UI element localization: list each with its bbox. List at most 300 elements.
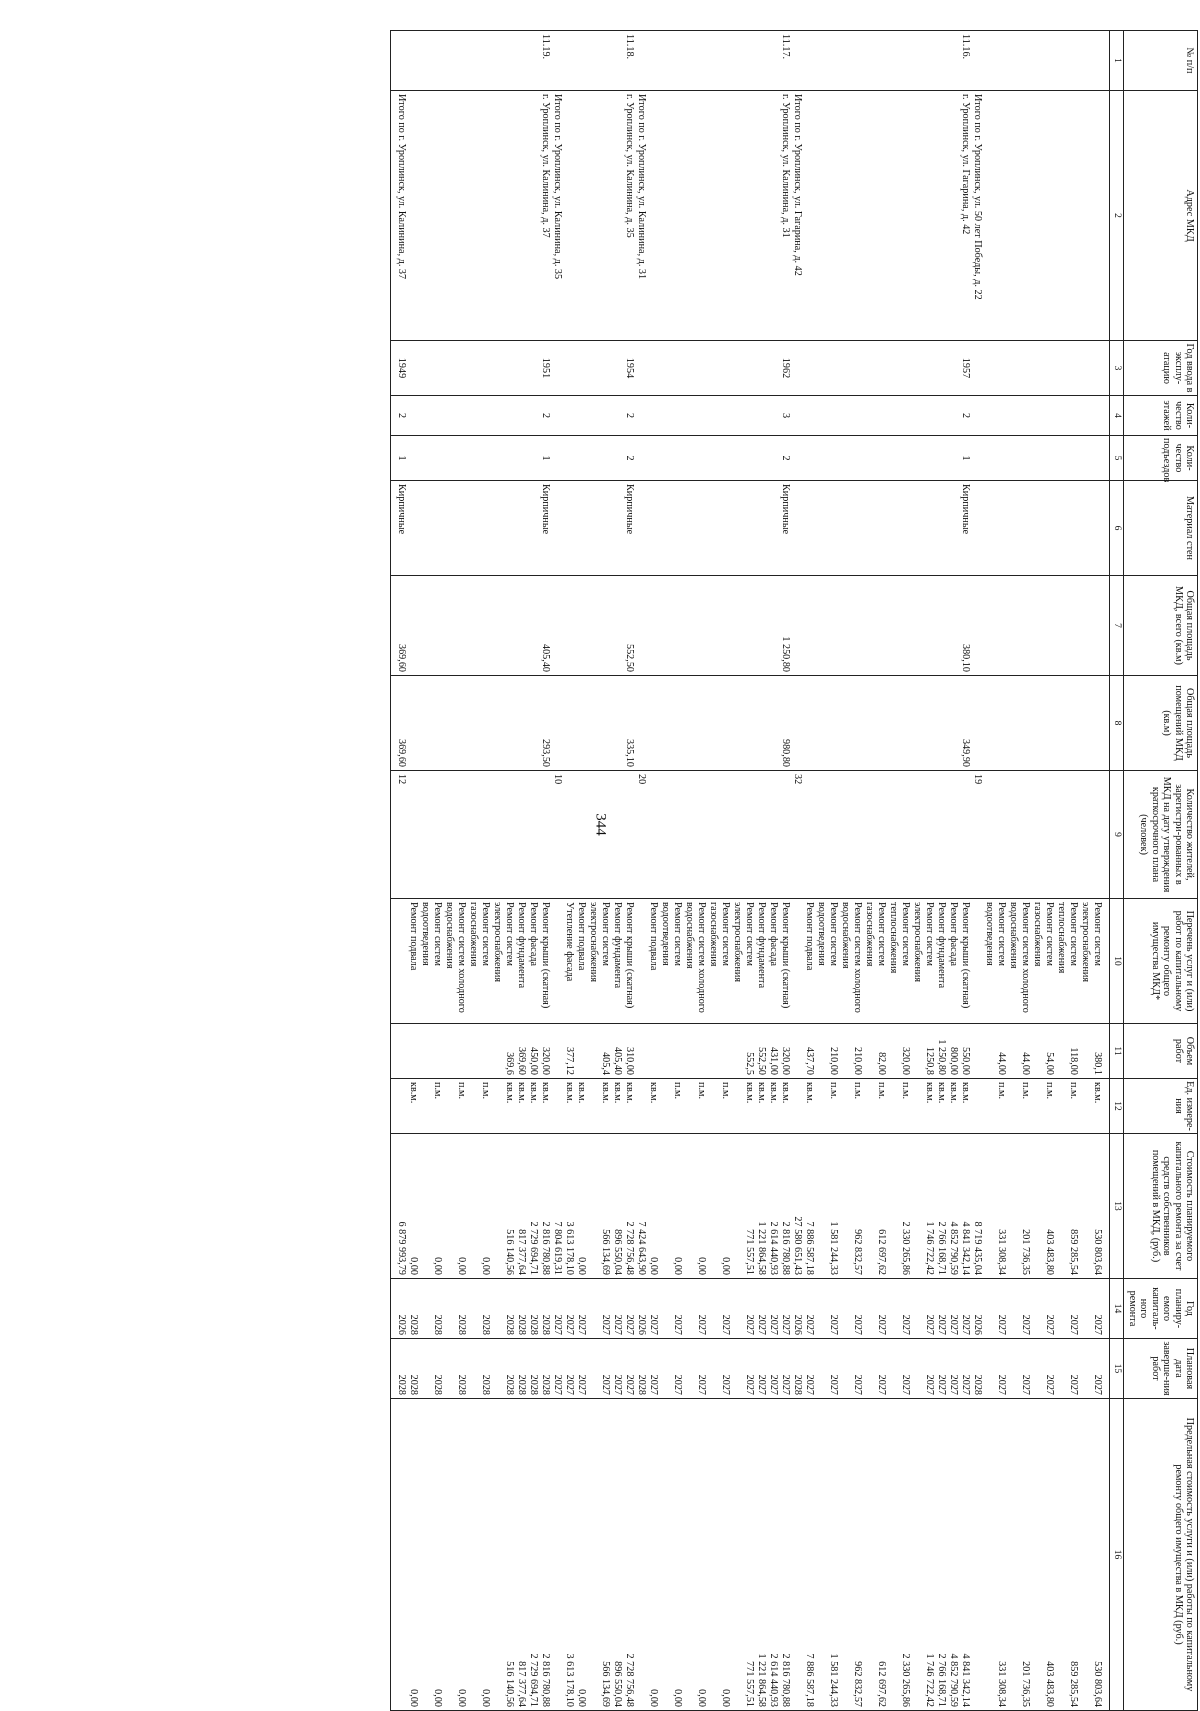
table-row: [515, 31, 527, 1711]
table-cell: [1031, 481, 1043, 576]
table-cell: [695, 481, 707, 576]
table-cell: [479, 481, 491, 576]
table-row: [791, 31, 803, 1711]
table-cell: [443, 341, 455, 396]
table-cell: [659, 481, 671, 576]
table-cell: 11.17.: [779, 31, 791, 91]
table-row: [575, 31, 587, 1711]
table-cell: [575, 436, 587, 481]
table-cell: [827, 436, 839, 481]
table-cell: [551, 436, 563, 481]
table-cell: [563, 31, 575, 91]
table-cell: Ремонт систем: [995, 899, 1007, 1024]
table-row: [815, 31, 827, 1711]
table-cell: [1091, 771, 1103, 899]
table-cell: [803, 31, 815, 91]
table-cell: 201 736,35: [1019, 1134, 1031, 1279]
table-cell: [815, 436, 827, 481]
table-cell: [911, 771, 923, 899]
table-cell: Ремонт систем холодного: [455, 899, 467, 1024]
table-cell: кв.м.: [575, 1079, 587, 1134]
table-cell: [1043, 91, 1055, 341]
column-header: Общая площадь помещений МКД (кв.м): [1124, 676, 1198, 771]
table-cell: [455, 396, 467, 436]
table-cell: 2 330 265,86: [899, 1399, 911, 1711]
table-cell: [1007, 91, 1019, 341]
table-cell: [719, 771, 731, 899]
table-cell: 2: [623, 436, 635, 481]
table-cell: [767, 31, 779, 91]
table-cell: [455, 676, 467, 771]
table-cell: [1031, 1079, 1043, 1134]
table-cell: [1007, 1339, 1019, 1399]
table-cell: [599, 436, 611, 481]
table-cell: [731, 436, 743, 481]
table-cell: [1079, 341, 1091, 396]
table-cell: водоотведения: [659, 899, 671, 1024]
table-cell: [731, 1399, 743, 1711]
table-cell: [755, 576, 767, 676]
table-cell: 2027: [647, 1279, 659, 1339]
table-cell: 896 550,04: [611, 1134, 623, 1279]
table-cell: [407, 676, 419, 771]
table-cell: Ремонт систем: [827, 899, 839, 1024]
table-cell: [419, 771, 431, 899]
table-cell: [827, 576, 839, 676]
table-cell: 377,12: [563, 1024, 575, 1079]
table-cell: [683, 1134, 695, 1279]
table-cell: [515, 341, 527, 396]
column-number: 7: [1110, 576, 1124, 676]
table-cell: кв.м.: [503, 1079, 515, 1134]
table-cell: [695, 341, 707, 396]
table-cell: 2027: [575, 1339, 587, 1399]
table-cell: 3 613 178,10: [563, 1134, 575, 1279]
table-cell: [683, 1339, 695, 1399]
table-cell: 0,00: [671, 1134, 683, 1279]
table-cell: Итого по г. Уроплинск, ул. Гагарина, д. 42: [791, 91, 803, 341]
table-cell: [671, 31, 683, 91]
table-cell: [443, 1079, 455, 1134]
table-cell: [863, 1024, 875, 1079]
table-cell: [923, 436, 935, 481]
column-number: 8: [1110, 676, 1124, 771]
table-cell: [743, 481, 755, 576]
table-cell: [515, 396, 527, 436]
header-row: [1124, 31, 1198, 1711]
table-cell: [995, 396, 1007, 436]
column-number: 1: [1110, 31, 1124, 91]
table-cell: 2027: [947, 1339, 959, 1399]
table-cell: Ремонт крыши (скатная): [959, 899, 971, 1024]
table-cell: [839, 771, 851, 899]
table-cell: [935, 481, 947, 576]
table-cell: [683, 31, 695, 91]
table-cell: [899, 31, 911, 91]
table-cell: [431, 436, 443, 481]
table-cell: кв.м.: [743, 1079, 755, 1134]
table-cell: [743, 771, 755, 899]
table-cell: [851, 436, 863, 481]
table-cell: [707, 481, 719, 576]
table-cell: [587, 771, 599, 899]
table-row: [959, 31, 971, 1711]
table-cell: [791, 676, 803, 771]
column-number: 3: [1110, 341, 1124, 396]
table-cell: [947, 481, 959, 576]
table-cell: 2028: [539, 1339, 551, 1399]
table-cell: [875, 436, 887, 481]
table-cell: [983, 481, 995, 576]
table-row: [923, 31, 935, 1711]
table-cell: [767, 91, 779, 341]
table-cell: 2026: [635, 1279, 647, 1339]
table-cell: 2: [779, 436, 791, 481]
table-row: [743, 31, 755, 1711]
table-cell: [815, 1134, 827, 1279]
table-cell: [731, 676, 743, 771]
table-cell: [935, 91, 947, 341]
table-cell: 210,00: [851, 1024, 863, 1079]
table-cell: [455, 481, 467, 576]
table-cell: [815, 31, 827, 91]
table-cell: [791, 31, 803, 91]
table-cell: [1019, 676, 1031, 771]
table-cell: [515, 676, 527, 771]
table-cell: [851, 91, 863, 341]
table-cell: Ремонт систем: [923, 899, 935, 1024]
table-cell: [587, 481, 599, 576]
table-cell: [923, 396, 935, 436]
table-cell: [731, 31, 743, 91]
table-row: [707, 31, 719, 1711]
table-cell: 335,10: [623, 676, 635, 771]
table-cell: 2 816 780,88: [539, 1134, 551, 1279]
table-cell: 450,00: [527, 1024, 539, 1079]
table-cell: [1019, 771, 1031, 899]
table-cell: [995, 771, 1007, 899]
table-cell: [575, 676, 587, 771]
table-cell: [611, 396, 623, 436]
table-cell: [983, 396, 995, 436]
column-header: Год ввода в эксплу-атацию: [1124, 341, 1198, 396]
table-cell: 6 879 993,79: [395, 1134, 407, 1279]
table-cell: 2 816 780,88: [779, 1399, 791, 1711]
table-cell: [815, 1339, 827, 1399]
table-cell: [491, 1339, 503, 1399]
table-row: [563, 31, 575, 1711]
table-cell: [803, 676, 815, 771]
table-cell: [887, 341, 899, 396]
table-cell: [563, 576, 575, 676]
table-cell: [419, 1399, 431, 1711]
table-cell: [947, 396, 959, 436]
table-cell: 2028: [407, 1339, 419, 1399]
table-cell: 1250,8: [923, 1024, 935, 1079]
table-cell: [419, 1339, 431, 1399]
table-cell: [863, 91, 875, 341]
table-cell: [1079, 1339, 1091, 1399]
table-cell: водоотведения: [983, 899, 995, 1024]
table-cell: [827, 341, 839, 396]
table-cell: [971, 676, 983, 771]
table-cell: 2 728 756,48: [623, 1399, 635, 1711]
table-cell: 817 377,64: [515, 1134, 527, 1279]
table-cell: [851, 341, 863, 396]
table-cell: кв.м.: [947, 1079, 959, 1134]
table-cell: кв.м.: [1091, 1079, 1103, 1134]
table-cell: 516 140,56: [503, 1134, 515, 1279]
table-cell: [1019, 481, 1031, 576]
table-cell: [635, 1024, 647, 1079]
table-cell: [563, 771, 575, 899]
table-cell: [827, 771, 839, 899]
table-cell: 2027: [611, 1339, 623, 1399]
table-cell: 201 736,35: [1019, 1399, 1031, 1711]
table-cell: [443, 1339, 455, 1399]
table-cell: [1019, 31, 1031, 91]
table-cell: [455, 91, 467, 341]
table-cell: 2027: [623, 1279, 635, 1339]
table-cell: 4 852 790,59: [947, 1134, 959, 1279]
table-cell: 2027: [995, 1339, 1007, 1399]
table-row: [419, 31, 431, 1711]
table-cell: 405,40: [539, 576, 551, 676]
table-cell: [767, 481, 779, 576]
table-cell: [479, 31, 491, 91]
table-cell: 331 308,34: [995, 1134, 1007, 1279]
table-cell: [1067, 31, 1079, 91]
table-cell: [995, 31, 1007, 91]
table-row: [851, 31, 863, 1711]
table-cell: [683, 341, 695, 396]
table-cell: 2028: [479, 1279, 491, 1339]
table-cell: 320,00: [779, 1024, 791, 1079]
table-cell: [443, 676, 455, 771]
table-cell: [839, 1134, 851, 1279]
table-cell: [503, 771, 515, 899]
table-cell: [659, 341, 671, 396]
table-cell: 2027: [959, 1339, 971, 1399]
table-cell: [563, 91, 575, 341]
table-cell: 2028: [503, 1279, 515, 1339]
table-cell: [815, 1024, 827, 1079]
table-cell: [1091, 91, 1103, 341]
table-cell: [467, 676, 479, 771]
table-cell: 817 377,64: [515, 1399, 527, 1711]
table-cell: 2027: [647, 1339, 659, 1399]
column-number-row: [1110, 31, 1124, 1711]
table-cell: водоснабжения: [1007, 899, 1019, 1024]
table-cell: [1067, 576, 1079, 676]
table-cell: [803, 396, 815, 436]
table-cell: [875, 31, 887, 91]
table-cell: [683, 396, 695, 436]
table-cell: 437,70: [803, 1024, 815, 1079]
table-cell: [659, 676, 671, 771]
table-cell: [407, 576, 419, 676]
table-cell: [467, 1339, 479, 1399]
table-cell: теплоснабжения: [887, 899, 899, 1024]
column-header: Коли-чество этажей: [1124, 396, 1198, 436]
table-cell: [503, 341, 515, 396]
table-row: [719, 31, 731, 1711]
table-cell: 331 308,34: [995, 1399, 1007, 1711]
table-cell: [491, 436, 503, 481]
table-cell: [1031, 576, 1043, 676]
table-cell: [911, 576, 923, 676]
table-cell: [815, 576, 827, 676]
table-cell: 0,00: [455, 1134, 467, 1279]
table-cell: [503, 481, 515, 576]
table-cell: [659, 31, 671, 91]
table-cell: Ремонт фундамента: [755, 899, 767, 1024]
table-cell: [419, 1134, 431, 1279]
table-cell: [1031, 341, 1043, 396]
table-row: [839, 31, 851, 1711]
table-cell: [1055, 771, 1067, 899]
table-cell: п.м.: [695, 1079, 707, 1134]
table-cell: [719, 436, 731, 481]
table-cell: п.м.: [431, 1079, 443, 1134]
table-row: [947, 31, 959, 1711]
table-cell: [911, 1079, 923, 1134]
table-cell: 2027: [995, 1279, 1007, 1339]
table-cell: [1067, 91, 1079, 341]
table-cell: [587, 1339, 599, 1399]
table-cell: [551, 1024, 563, 1079]
table-cell: кв.м.: [767, 1079, 779, 1134]
table-cell: [587, 436, 599, 481]
table-cell: [395, 1399, 407, 1711]
table-cell: 2027: [1091, 1339, 1103, 1399]
table-cell: [671, 341, 683, 396]
table-row: [623, 31, 635, 1711]
table-cell: [1031, 676, 1043, 771]
table-cell: кв.м.: [959, 1079, 971, 1134]
table-cell: [971, 1399, 983, 1711]
table-cell: 612 697,62: [875, 1399, 887, 1711]
table-cell: [731, 341, 743, 396]
table-cell: 859 285,54: [1067, 1399, 1079, 1711]
table-cell: [527, 31, 539, 91]
table-cell: [1067, 771, 1079, 899]
table-cell: [1031, 1024, 1043, 1079]
table-cell: [1007, 1134, 1019, 1279]
table-cell: [983, 1079, 995, 1134]
table-cell: [1019, 576, 1031, 676]
table-cell: [839, 1079, 851, 1134]
table-cell: [863, 771, 875, 899]
table-cell: [1043, 576, 1055, 676]
table-cell: [1067, 676, 1079, 771]
table-cell: [755, 436, 767, 481]
table-cell: [923, 576, 935, 676]
table-cell: [851, 771, 863, 899]
table-cell: [1055, 341, 1067, 396]
table-cell: [911, 1024, 923, 1079]
column-header: Стоимость планируемого капитального ремонта за счет средств собственников помещений в МКД, (руб.): [1124, 1134, 1198, 1279]
table-cell: [515, 771, 527, 899]
table-cell: [899, 771, 911, 899]
table-cell: [599, 396, 611, 436]
table-cell: [503, 396, 515, 436]
table-cell: [923, 676, 935, 771]
table-cell: [767, 396, 779, 436]
table-cell: [479, 1024, 491, 1079]
table-cell: [467, 436, 479, 481]
table-cell: 530 803,64: [1091, 1134, 1103, 1279]
table-cell: [707, 1079, 719, 1134]
table-cell: [515, 31, 527, 91]
table-cell: 7 886 587,18: [803, 1134, 815, 1279]
table-cell: г. Уроплинск, ул. Калинина, д. 31: [779, 91, 791, 341]
table-cell: [659, 1279, 671, 1339]
table-cell: [443, 1279, 455, 1339]
table-cell: 405,40: [611, 1024, 623, 1079]
table-cell: 20: [635, 771, 647, 899]
table-cell: 2027: [671, 1339, 683, 1399]
table-cell: [851, 31, 863, 91]
table-cell: [479, 771, 491, 899]
table-cell: [839, 576, 851, 676]
table-cell: [587, 341, 599, 396]
table-cell: [839, 1024, 851, 1079]
table-cell: 310,00: [623, 1024, 635, 1079]
table-cell: [419, 341, 431, 396]
table-cell: [1079, 396, 1091, 436]
table-cell: п.м.: [899, 1079, 911, 1134]
table-cell: [611, 676, 623, 771]
table-row: [527, 31, 539, 1711]
table-cell: 2028: [515, 1279, 527, 1339]
table-cell: [395, 899, 407, 1024]
table-cell: 118,00: [1067, 1024, 1079, 1079]
table-cell: Ремонт систем: [899, 899, 911, 1024]
table-cell: 771 557,51: [743, 1134, 755, 1279]
table-cell: [443, 91, 455, 341]
table-cell: [887, 1339, 899, 1399]
table-cell: [587, 1399, 599, 1711]
table-cell: [551, 481, 563, 576]
table-cell: [875, 481, 887, 576]
table-cell: [659, 436, 671, 481]
table-row: [431, 31, 443, 1711]
table-cell: 0,00: [695, 1399, 707, 1711]
table-cell: [1019, 91, 1031, 341]
table-cell: 4 852 790,59: [947, 1399, 959, 1711]
table-cell: 2028: [407, 1279, 419, 1339]
table-cell: [923, 341, 935, 396]
table-cell: [1067, 481, 1079, 576]
table-cell: [1031, 1279, 1043, 1339]
table-cell: [503, 436, 515, 481]
table-row: [695, 31, 707, 1711]
table-cell: 2 728 756,48: [623, 1134, 635, 1279]
table-cell: [971, 1024, 983, 1079]
table-cell: 2 614 440,93: [767, 1399, 779, 1711]
table-cell: [971, 436, 983, 481]
table-cell: [707, 1024, 719, 1079]
table-cell: [719, 341, 731, 396]
table-cell: [695, 436, 707, 481]
table-cell: [671, 91, 683, 341]
table-cell: 2028: [455, 1279, 467, 1339]
table-cell: [719, 91, 731, 341]
table-cell: [1031, 1134, 1043, 1279]
table-cell: [743, 31, 755, 91]
table-cell: [599, 31, 611, 91]
